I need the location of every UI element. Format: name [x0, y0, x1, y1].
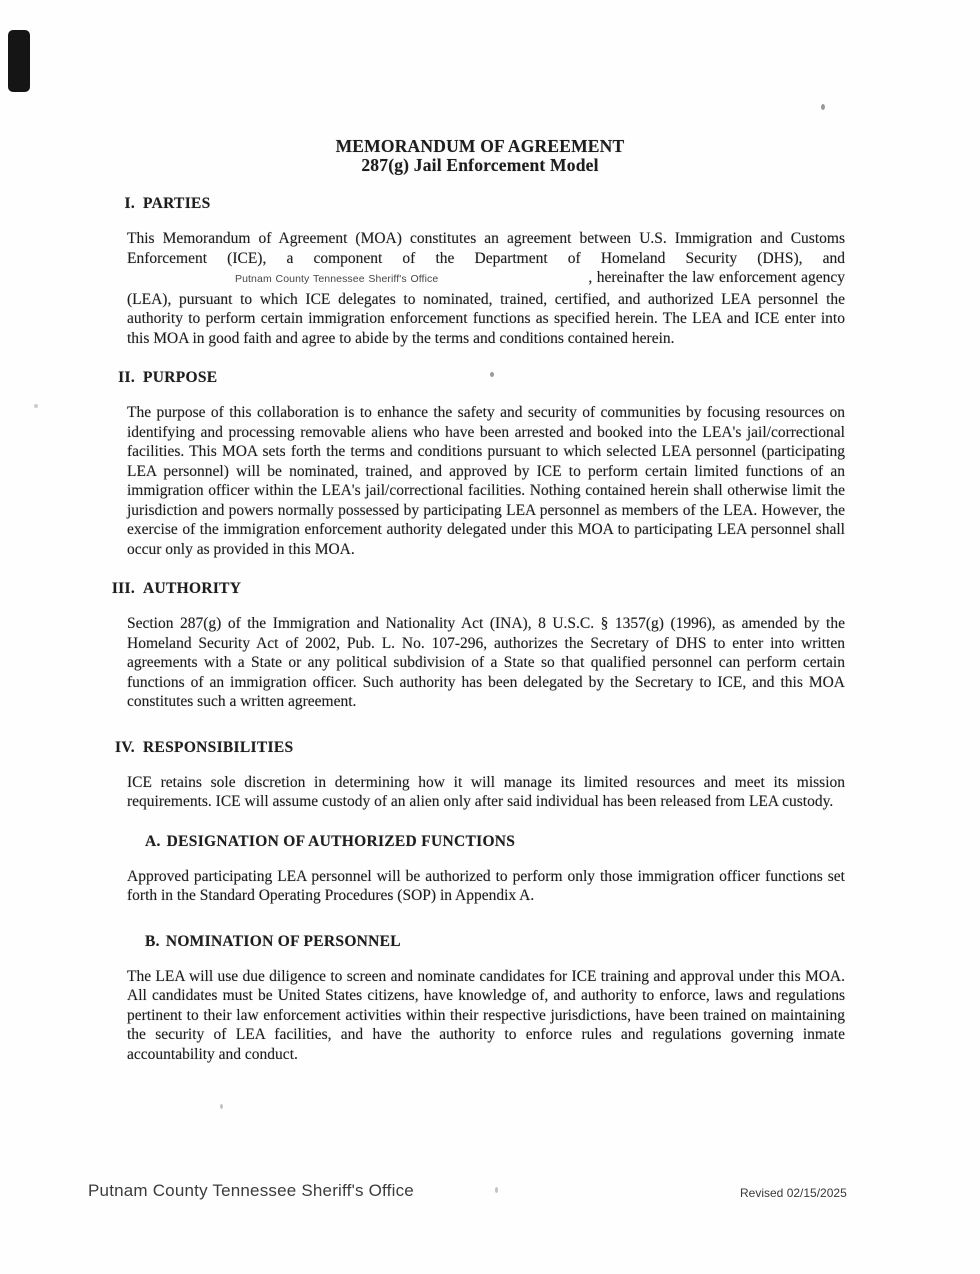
footer-revision-date: Revised 02/15/2025 [740, 1186, 847, 1200]
section-heading-parties [104, 195, 845, 213]
scan-speck [220, 1104, 223, 1109]
parties-paragraph-continuation [127, 268, 845, 348]
section-number: I. [124, 195, 135, 212]
agency-name-fill-in: Putnam County Tennessee Sheriff's Office [235, 273, 439, 285]
subsection-letter: B. [145, 932, 160, 950]
section-label: AUTHORITY [143, 580, 242, 597]
subsection-label: NOMINATION OF PERSONNEL [165, 932, 401, 950]
subsection-letter: A. [145, 832, 161, 850]
subsection-heading-nomination [145, 933, 845, 951]
section-number: IV. [114, 738, 135, 756]
section-label: PARTIES [143, 195, 211, 212]
designation-paragraph: Approved participating LEA personnel will be authorized to perform only those immigration officer functions set forth in the Standard Operating Procedures (SOP) in Appendix A. [127, 867, 845, 904]
subsection-label: DESIGNATION OF AUTHORIZED FUNCTIONS [166, 832, 516, 850]
purpose-paragraph: The purpose of this collaboration is to enhance the safety and security of communities by focusing resources on identifying and processing removable aliens who have been arrested and booked into the LEA's jail/correctional facilities. This MOA sets forth the terms and conditions pursuant to which selected LEA personnel (participating LEA personnel) will be nominated, trained, and approved by ICE to perform certain limited functions of an immigration officer within the LEA's jail/correctional facilities. Nothing contained herein shall otherwise limit the jurisdiction and powers normally possessed by participating LEA personnel as members of the LEA. However, the exercise of the immigration enforcement authority delegated under this MOA to participating LEA personnel shall occur only as provided in this MOA. [127, 404, 845, 558]
scan-artifact-bar [8, 30, 30, 92]
document-title-line1: MEMORANDUM OF AGREEMENT [335, 136, 625, 156]
responsibilities-paragraph: ICE retains sole discretion in determining how it will manage its limited resources and meet its mission requirements. ICE will assume custody of an alien only after said individual has been released from LEA custody. [127, 773, 845, 810]
section-label: PURPOSE [143, 369, 218, 386]
section-number: III. [111, 580, 135, 597]
section-label: RESPONSIBILITIES [143, 738, 294, 756]
authority-paragraph: Section 287(g) of the Immigration and Nationality Act (INA), 8 U.S.C. § 1357(g) (1996), as amended by the Homeland Security Act of 2002, Pub. L. No. 107-296, authorizes the Secretary of DHS to enter into written agreements with a State or any political subdivision of a State so that qualified personnel can perform certain functions of an immigration officer. Such authority has been delegated by the Secretary to ICE, and this MOA constitutes such a written agreement. [127, 615, 845, 710]
nomination-paragraph: The LEA will use due diligence to screen and nominate candidates for ICE training and approval under this MOA. All candidates must be United States citizens, have knowledge of, and authority to enforce, laws and regulations pertinent to their law enforcement activities within their respective jurisdictions, have been trained on maintaining the security of LEA facilities, and have the authority to enforce rules and regulations governing inmate accountability and conduct. [127, 967, 845, 1063]
scan-speck [495, 1187, 498, 1193]
parties-paragraph-lead: This Memorandum of Agreement (MOA) constitutes an agreement between U.S. Immigration and Customs Enforcement (ICE), a component of the Department of Homeland Security (DHS), and [127, 230, 845, 267]
section-heading-responsibilities [104, 739, 845, 757]
section-heading-authority [104, 580, 845, 598]
section-number: II. [118, 369, 135, 386]
document-body [111, 136, 846, 1064]
footer-agency-name: Putnam County Tennessee Sheriff's Office [88, 1181, 414, 1200]
document-title-line2: 287(g) Jail Enforcement Model [361, 155, 599, 175]
scan-speck [821, 104, 825, 110]
scan-speck [34, 404, 38, 408]
section-heading-purpose [104, 369, 845, 387]
parties-paragraph-rest: , hereinafter the law enforcement agency (LEA), pursuant to which ICE delegates to nominated, trained, certified, and authorized LEA personnel the authority to perform certain immigration enforcement functions as specified herein. The LEA and ICE enter into this MOA in good faith and agree to abide by the terms and conditions contained herein. [127, 269, 846, 347]
subsection-heading-designation [145, 833, 845, 851]
